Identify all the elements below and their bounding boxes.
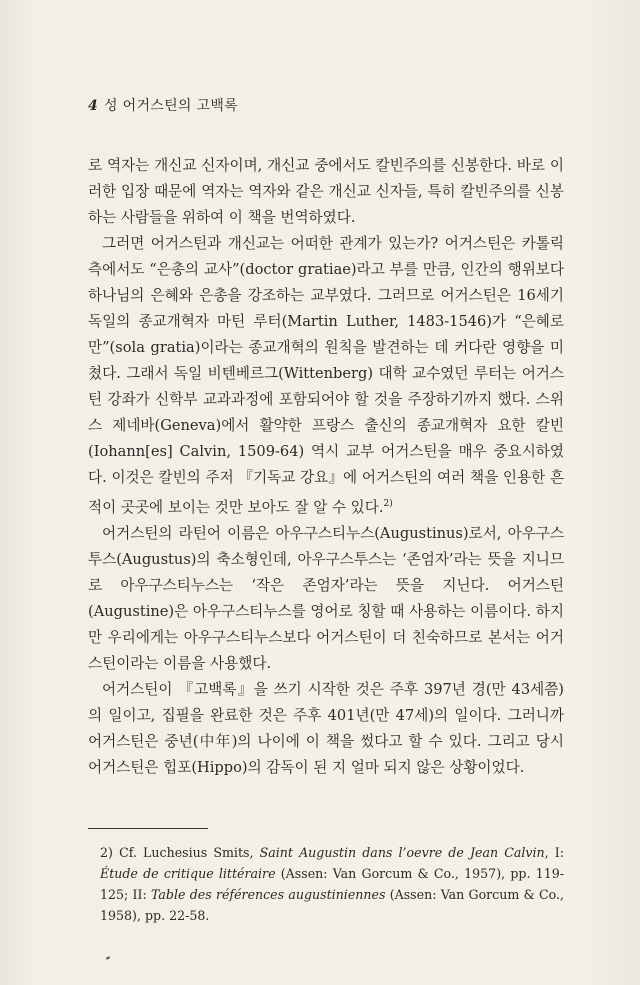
footnote-text: (Assen: Van Gorcum & Co., 1958), pp. 22-58. [100,887,564,923]
footnote-title: Saint Augustin dans l’oevre de Jean Calvin [259,845,545,860]
book-title: 성 어거스틴의 고백록 [104,98,238,114]
paragraph: 로 역자는 개신교 신자이며, 개신교 중에서도 칼빈주의를 신봉한다. 바로 이러한 입장 때문에 역자는 역자와 같은 개신교 신자들, 특히 칼빈주의를 신봉하는 사람들을 위하여 이 책을 번역하였다. [88,157,564,226]
running-header [88,95,238,115]
footnote-text: (Assen: Van Gorcum & Co., 1957), pp. 119-125; II: [100,866,564,902]
footnote-title: Table des références augustiniennes [151,887,386,902]
paragraph [88,231,564,521]
footnote-text: , I: [544,845,564,860]
footnote-divider [88,828,208,829]
footnote-title: Étude de critique littéraire [100,866,276,881]
ink-speck [106,956,110,960]
body-text [88,153,564,781]
footnote [100,842,564,926]
footnote-text: Cf. Luchesius Smits, [119,845,254,860]
paragraph-text: 그러면 어거스틴과 개신교는 어떠한 관계가 있는가? 어거스틴은 카톨릭 측에서도 “은총의 교사”(doctor gratiae)라고 부를 만큼, 인간의 행위보다 하나님의 은혜와 은총을 강조하는 교부였다. 그러므로 어거스틴은 16세기 독일의 종교개혁자 마틴 루터(Martin Luther, 1483-1546)가 “은혜로만”(sola gratia)이라는 종교개혁의 원칙을 발견하는 데 커다란 영향을 미쳤다. 그래서 독일 비텐베르그(Wittenberg) 대학 교수였던 루터는 어거스틴 강좌가 신학부 교과과정에 포함되어야 할 것을 주장하기까지 했다. 스위스 제네바(Geneva)에서 활약한 프랑스 출신의 종교개혁자 요한 칼빈(Iohann[es] Calvin, 1509-64) 역시 교부 어거스틴을 매우 중요시하였다. 이것은 칼빈의 주저 『기독교 강요』에 어거스틴의 여러 책을 인용한 흔적이 곳곳에 보이는 것만 보아도 잘 알 수 있다. [88,235,564,516]
footnote-marker: 2) [100,845,113,860]
paragraph: 어거스틴의 라틴어 이름은 아우구스티누스(Augustinus)로서, 아우구스투스(Augustus)의 축소형인데, 아우구스투스는 ‘존엄자’라는 뜻을 지니므로 아우구스티누스는 ‘작은 존엄자’라는 뜻을 지닌다. 어거스틴(Augustine)은 아우구스티누스를 영어로 칭할 때 사용하는 이름이다. 하지만 우리에게는 아우구스티누스보다 어거스틴이 더 친숙하므로 본서는 어거스틴이라는 이름을 사용했다. [88,525,564,672]
paragraph: 어거스틴이 『고백록』을 쓰기 시작한 것은 주후 397년 경(만 43세쯤)의 일이고, 집필을 완료한 것은 주후 401년(만 47세)의 일이다. 그러니까 어거스틴은 중년(中年)의 나이에 이 책을 썼다고 할 수 있다. 그리고 당시 어거스틴은 힙포(Hippo)의 감독이 된 지 얼마 되지 않은 상황이었다. [88,681,564,776]
page-number: 4 [88,98,99,114]
footnote-reference: 2) [383,499,393,509]
